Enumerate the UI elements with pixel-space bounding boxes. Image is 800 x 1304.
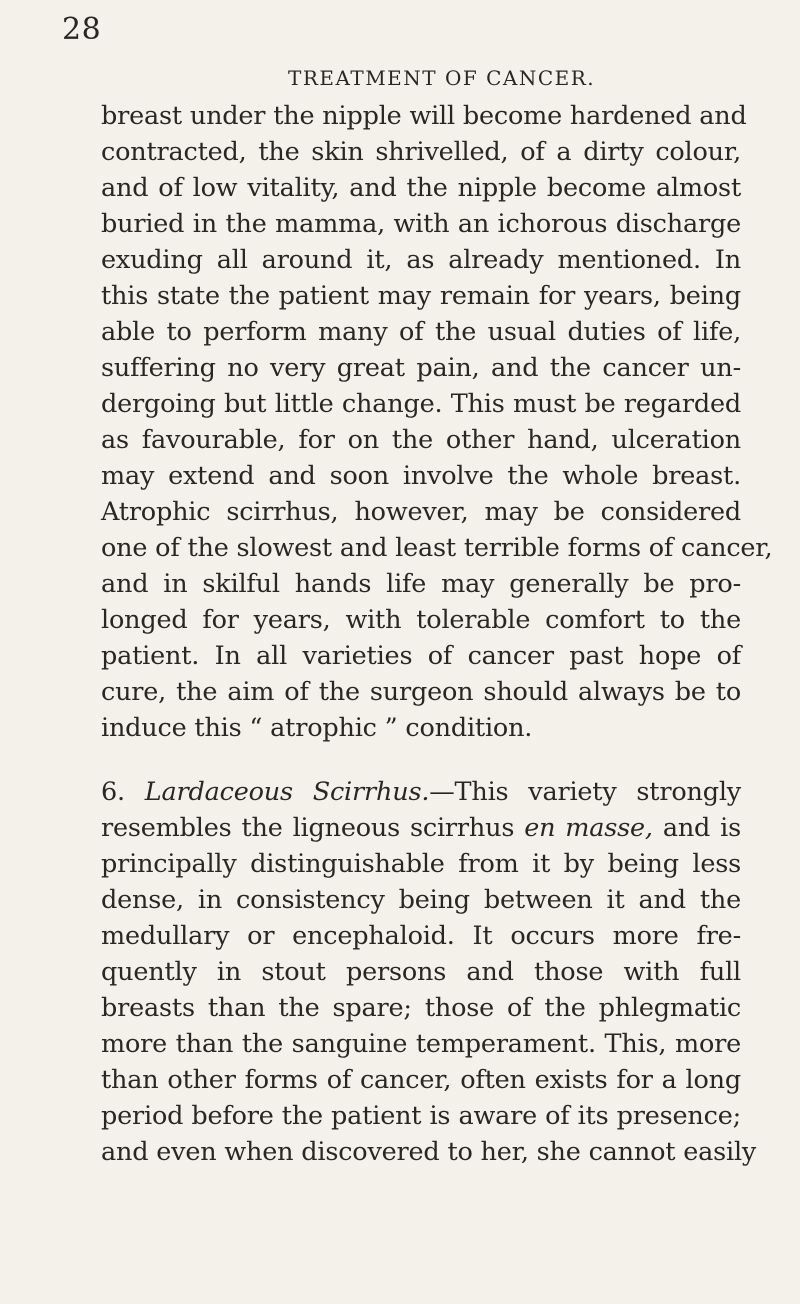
page-number: 28 xyxy=(62,12,102,47)
text-line: cure, the aim of the surgeon should always be to xyxy=(101,677,741,707)
section-heading-text: —This variety strongly xyxy=(429,777,741,807)
text-line: than other forms of cancer, often exists for a long xyxy=(101,1065,741,1095)
text-line: medullary or encephaloid. It occurs more fre- xyxy=(101,921,741,951)
text-line: and of low vitality, and the nipple become almost xyxy=(101,173,741,203)
text-line: and in skilful hands life may generally be pro- xyxy=(101,569,741,599)
italic-phrase: en masse, xyxy=(524,813,653,843)
text-line: buried in the mamma, with an ichorous discharge xyxy=(101,209,741,239)
text-line: able to perform many of the usual duties of life, xyxy=(101,317,741,347)
text-line: period before the patient is aware of its presence; xyxy=(101,1101,741,1131)
text-line: breasts than the spare; those of the phlegmatic xyxy=(101,993,741,1023)
paragraph-2 xyxy=(101,774,757,1170)
section-title: Lardaceous Scirrhus. xyxy=(144,777,430,807)
paragraph-1 xyxy=(101,98,773,746)
text-line: may extend and soon involve the whole breast. xyxy=(101,461,741,491)
text-line: and even when discovered to her, she cannot easily xyxy=(101,1137,757,1167)
text-line: dergoing but little change. This must be regarded xyxy=(101,389,741,419)
text-line: resembles the ligneous scirrhus en masse, and is xyxy=(101,813,741,843)
text-line: breast under the nipple will become hardened and xyxy=(101,101,747,131)
text-line: longed for years, with tolerable comfort to the xyxy=(101,605,741,635)
section-heading-line xyxy=(101,774,741,810)
text-line: quently in stout persons and those with full xyxy=(101,957,741,987)
text-line: one of the slowest and least terrible forms of cancer, xyxy=(101,533,773,563)
text-line: suffering no very great pain, and the cancer un- xyxy=(101,353,741,383)
text-line: dense, in consistency being between it and the xyxy=(101,885,741,915)
text-line: induce this “ atrophic ” condition. xyxy=(101,713,533,743)
text-line: contracted, the skin shrivelled, of a dirty colour, xyxy=(101,137,741,167)
running-title: TREATMENT OF CANCER. xyxy=(288,66,596,90)
text-line: as favourable, for on the other hand, ulceration xyxy=(101,425,741,455)
text-line: more than the sanguine temperament. This, more xyxy=(101,1029,741,1059)
text-line: principally distinguishable from it by being less xyxy=(101,849,741,879)
text-line: exuding all around it, as already mentioned. In xyxy=(101,245,741,275)
text-line: patient. In all varieties of cancer past hope of xyxy=(101,641,741,671)
text-line: Atrophic scirrhus, however, may be considered xyxy=(101,497,741,527)
section-number: 6. xyxy=(101,777,125,807)
text-line: this state the patient may remain for years, being xyxy=(101,281,741,311)
